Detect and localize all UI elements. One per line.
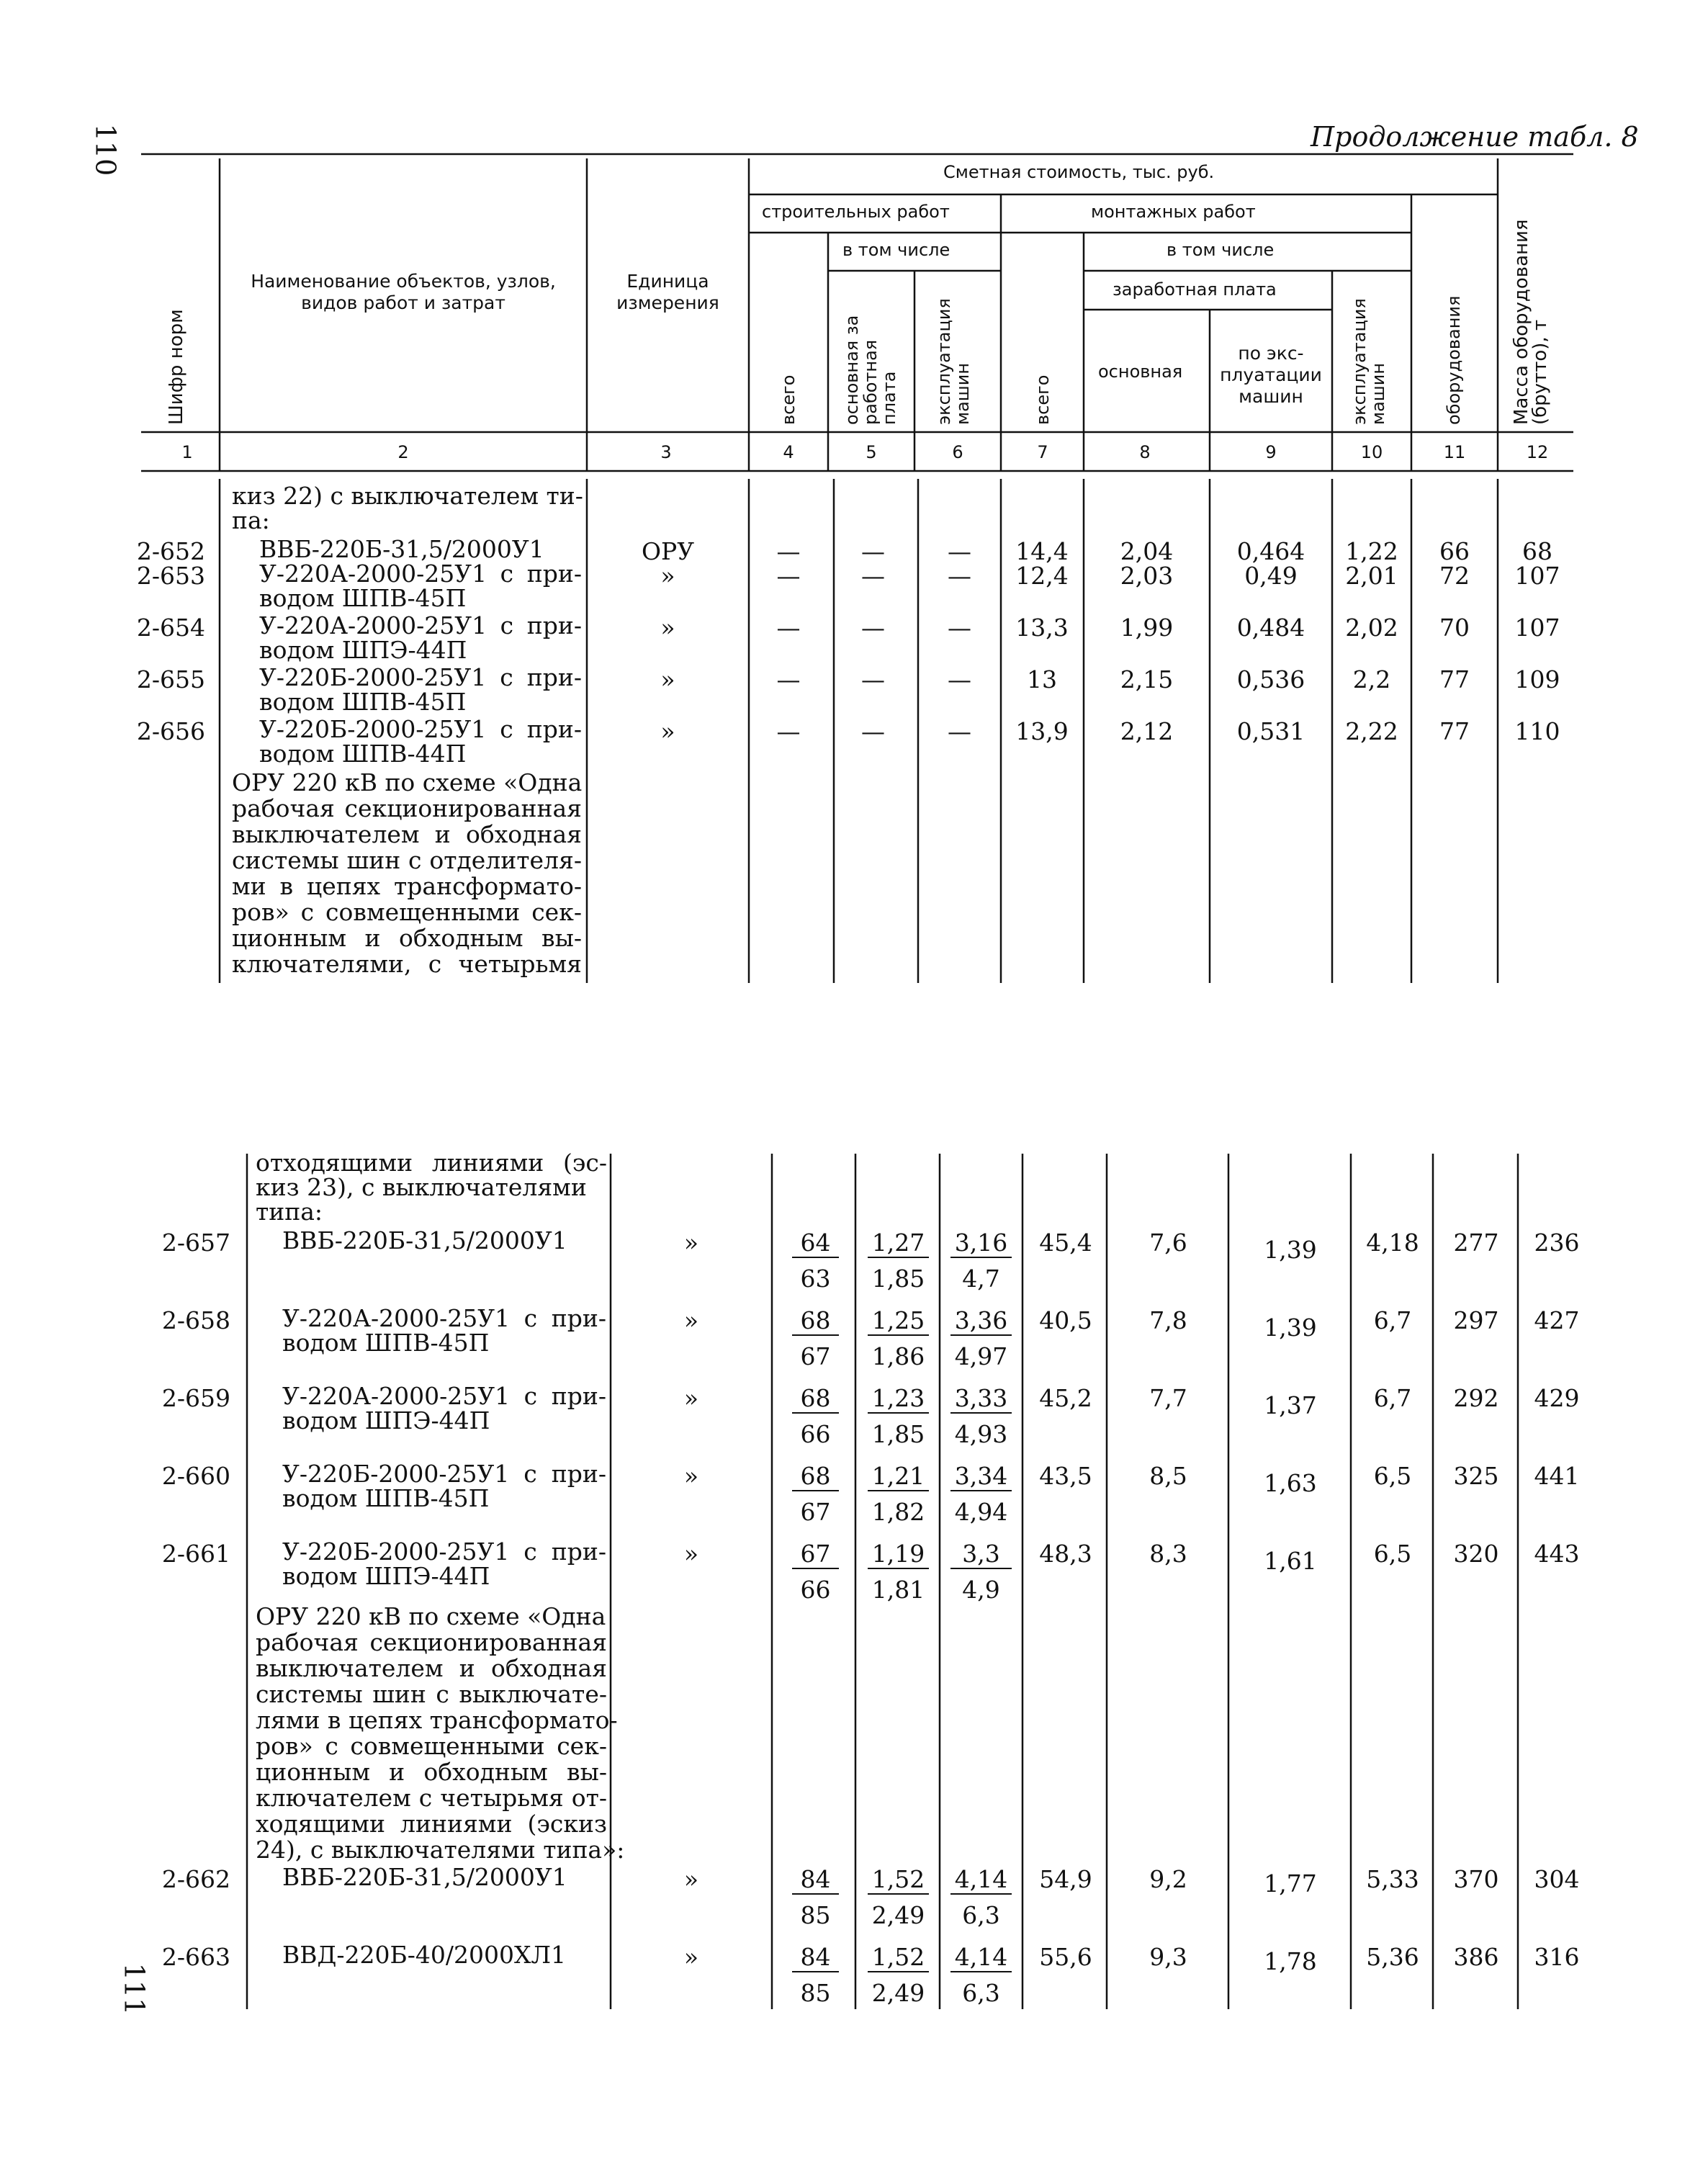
name-line: У-220Б-2000-25У1 с при- xyxy=(282,1537,606,1566)
s1-intro-line-2: па: xyxy=(232,506,270,534)
s2-mid-4: системы шин с выключате- xyxy=(256,1680,607,1708)
c11: 325 xyxy=(1453,1462,1499,1490)
code: 2-660 xyxy=(161,1462,230,1490)
c12: 316 xyxy=(1534,1943,1580,1971)
c7: 45,4 xyxy=(1039,1229,1092,1257)
code: 2-655 xyxy=(136,665,205,693)
c12: 429 xyxy=(1534,1384,1580,1412)
c4-bottom: 66 xyxy=(800,1576,831,1604)
c6-bottom: 4,7 xyxy=(962,1265,1000,1293)
s1-trail-1: ОРУ 220 кВ по схеме «Одна xyxy=(232,768,583,796)
unit: » xyxy=(660,614,675,642)
c5-bottom: 2,49 xyxy=(871,1901,925,1929)
c6-top: 3,16 xyxy=(950,1229,1012,1258)
s1-intro-line-1: киз 22) с выключателем ти- xyxy=(232,482,583,510)
c9: 0,531 xyxy=(1236,717,1305,745)
c9: 1,37 xyxy=(1264,1391,1317,1419)
c9: 1,39 xyxy=(1264,1314,1317,1342)
c7: 45,2 xyxy=(1039,1384,1092,1412)
c4-top: 64 xyxy=(792,1229,839,1258)
c10: 5,33 xyxy=(1366,1865,1419,1893)
col-num-1: 1 xyxy=(181,442,193,462)
c6: — xyxy=(948,614,971,642)
name-line: ВВБ-220Б-31,5/2000У1 xyxy=(282,1863,567,1891)
name-line: водом ШПЭ-44П xyxy=(259,636,467,664)
c4: — xyxy=(776,717,801,745)
code: 2-661 xyxy=(161,1540,230,1568)
c4-bottom: 66 xyxy=(800,1420,831,1448)
c8: 2,04 xyxy=(1120,537,1174,565)
c11: 72 xyxy=(1439,562,1470,590)
s2-intro-line-2: киз 23), с выключателями xyxy=(256,1173,587,1201)
c9: 1,63 xyxy=(1264,1469,1317,1497)
c5-bottom: 1,85 xyxy=(871,1265,925,1293)
s1-trail-8: ключателями, с четырьмя xyxy=(232,950,582,978)
c8: 2,03 xyxy=(1120,562,1174,590)
code: 2-654 xyxy=(136,614,205,642)
c12: 443 xyxy=(1534,1540,1580,1568)
name-line: водом ШПВ-45П xyxy=(259,584,467,612)
c12: 107 xyxy=(1514,614,1560,642)
code: 2-652 xyxy=(136,537,205,565)
name-line: ВВБ-220Б-31,5/2000У1 xyxy=(282,1226,567,1254)
name-line: ВВБ-220Б-31,5/2000У1 xyxy=(259,535,544,563)
c6-bottom: 6,3 xyxy=(962,1979,1000,2007)
c11: 320 xyxy=(1453,1540,1499,1568)
name-line: У-220А-2000-25У1 с при- xyxy=(282,1382,606,1410)
c11: 77 xyxy=(1439,717,1470,745)
c6-bottom: 4,97 xyxy=(954,1342,1008,1370)
c6: — xyxy=(948,537,971,565)
c5-top: 1,23 xyxy=(868,1384,929,1414)
wage-machine-header: по экс- плуатации машин xyxy=(1220,343,1322,407)
s1-trail-6: ров» с совмещенными сек- xyxy=(232,898,582,926)
col-num-5: 5 xyxy=(866,442,877,462)
c5-bottom: 1,86 xyxy=(871,1342,925,1370)
s2-intro-line-3: типа: xyxy=(256,1198,323,1226)
unit: » xyxy=(683,1462,699,1490)
name-line: водом ШПВ-45П xyxy=(259,688,467,716)
c6-bottom: 4,9 xyxy=(962,1576,1000,1604)
c8: 7,8 xyxy=(1149,1306,1187,1334)
c10: 4,18 xyxy=(1366,1229,1419,1257)
s1-trail-5: ми в цепях трансформато- xyxy=(232,872,582,900)
c9: 0,484 xyxy=(1236,614,1305,642)
c12: 441 xyxy=(1534,1462,1580,1490)
c6-top: 3,3 xyxy=(950,1540,1012,1569)
c12: 304 xyxy=(1534,1865,1580,1893)
c4-top: 68 xyxy=(792,1462,839,1491)
name-line: водом ШПЭ-44П xyxy=(282,1562,490,1590)
c9: 1,77 xyxy=(1264,1869,1317,1898)
c11: 386 xyxy=(1453,1943,1499,1971)
c4-top: 84 xyxy=(792,1865,839,1895)
c5-top: 1,52 xyxy=(868,1865,929,1895)
installation-header: монтажных работ xyxy=(1091,202,1256,222)
name-line: водом ШПВ-45П xyxy=(282,1329,490,1357)
code: 2-656 xyxy=(136,717,205,745)
c9: 1,39 xyxy=(1264,1236,1317,1264)
c5-top: 1,19 xyxy=(868,1540,929,1569)
total-header-2: всего xyxy=(1033,374,1053,425)
c6: — xyxy=(948,665,971,693)
c5: — xyxy=(861,614,885,642)
c10: 6,7 xyxy=(1373,1384,1412,1412)
c4: — xyxy=(776,614,801,642)
c4-bottom: 85 xyxy=(800,1901,831,1929)
s2-intro-line-1: отходящими линиями (эс- xyxy=(256,1149,607,1177)
c7: 54,9 xyxy=(1039,1865,1092,1893)
c11: 370 xyxy=(1453,1865,1499,1893)
c7: 40,5 xyxy=(1039,1306,1092,1334)
construction-header: строительных работ xyxy=(762,202,950,222)
c5: — xyxy=(861,717,885,745)
col-num-12: 12 xyxy=(1526,442,1549,462)
c10: 2,22 xyxy=(1345,717,1398,745)
table2-grid xyxy=(0,1123,1708,2031)
s2-mid-9: ходящими линиями (эскиз xyxy=(256,1810,607,1838)
c5: — xyxy=(861,537,885,565)
c5: — xyxy=(861,562,885,590)
name-header: Наименование объектов, узлов, видов работ и затрат xyxy=(251,271,556,313)
name-line: У-220Б-2000-25У1 с при- xyxy=(282,1460,606,1488)
c6-top: 3,36 xyxy=(950,1306,1012,1336)
c12: 68 xyxy=(1522,537,1552,565)
c12: 110 xyxy=(1514,717,1560,745)
c10: 6,5 xyxy=(1373,1462,1412,1490)
wage-header: заработная плата xyxy=(1113,279,1277,300)
c12: 236 xyxy=(1534,1229,1580,1257)
col-num-7: 7 xyxy=(1037,442,1048,462)
machine-op-header-2: эксплуатация машин xyxy=(1349,298,1388,425)
col-num-8: 8 xyxy=(1139,442,1151,462)
c10: 2,02 xyxy=(1345,614,1398,642)
code: 2-663 xyxy=(161,1943,230,1971)
code: 2-657 xyxy=(161,1229,230,1257)
s2-mid-8: ключателем с четырьмя от- xyxy=(256,1784,607,1812)
col-num-11: 11 xyxy=(1443,442,1466,462)
c8: 1,99 xyxy=(1120,614,1174,642)
name-line: ВВД-220Б-40/2000ХЛ1 xyxy=(282,1941,566,1969)
c5: — xyxy=(861,665,885,693)
name-line: водом ШПВ-45П xyxy=(282,1484,490,1512)
c10: 2,2 xyxy=(1352,665,1391,693)
c10: 6,7 xyxy=(1373,1306,1412,1334)
basic-wage-vheader: основная за работная плата xyxy=(842,315,899,425)
c7: 12,4 xyxy=(1015,562,1069,590)
name-line: У-220А-2000-25У1 с при- xyxy=(282,1304,606,1332)
c5-top: 1,25 xyxy=(868,1306,929,1336)
c7: 13,9 xyxy=(1015,717,1069,745)
c5-top: 1,27 xyxy=(868,1229,929,1258)
c4: — xyxy=(776,665,801,693)
c4-top: 68 xyxy=(792,1384,839,1414)
c11: 70 xyxy=(1439,614,1470,642)
machine-op-header-1: эксплуатация машин xyxy=(934,298,973,425)
c6-bottom: 4,93 xyxy=(954,1420,1008,1448)
c6-top: 4,14 xyxy=(950,1865,1012,1895)
c11: 66 xyxy=(1439,537,1470,565)
name-line: водом ШПВ-44П xyxy=(259,740,467,768)
c5-top: 1,21 xyxy=(868,1462,929,1491)
unit: ОРУ xyxy=(641,537,695,565)
s1-trail-4: системы шин с отделителя- xyxy=(232,846,582,874)
c8: 2,15 xyxy=(1120,665,1174,693)
unit: » xyxy=(660,717,675,745)
c12: 427 xyxy=(1534,1306,1580,1334)
c4-bottom: 67 xyxy=(800,1498,831,1526)
c6: — xyxy=(948,562,971,590)
c7: 14,4 xyxy=(1015,537,1069,565)
c4-bottom: 63 xyxy=(800,1265,831,1293)
c10: 5,36 xyxy=(1366,1943,1419,1971)
col-num-3: 3 xyxy=(660,442,672,462)
code: 2-659 xyxy=(161,1384,230,1412)
continuation-title: Продолжение табл. 8 xyxy=(1311,121,1639,153)
code: 2-653 xyxy=(136,562,205,590)
c4-top: 67 xyxy=(792,1540,839,1569)
c6: — xyxy=(948,717,971,745)
s2-mid-6: ров» с совмещенными сек- xyxy=(256,1732,607,1760)
unit-header: Единица измерения xyxy=(616,271,719,313)
s2-mid-2: рабочая секционированная xyxy=(256,1628,607,1656)
col-num-6: 6 xyxy=(952,442,963,462)
c5-bottom: 1,81 xyxy=(871,1576,925,1604)
c6-top: 3,33 xyxy=(950,1384,1012,1414)
c8: 7,6 xyxy=(1149,1229,1187,1257)
name-line: водом ШПЭ-44П xyxy=(282,1406,490,1435)
c7: 55,6 xyxy=(1039,1943,1092,1971)
c10: 2,01 xyxy=(1345,562,1398,590)
col-num-4: 4 xyxy=(783,442,794,462)
c7: 43,5 xyxy=(1039,1462,1092,1490)
cipher-header: Шифр норм xyxy=(166,309,187,425)
c4-bottom: 85 xyxy=(800,1979,831,2007)
c9: 0,49 xyxy=(1244,562,1298,590)
name-line: У-220А-2000-25У1 с при- xyxy=(259,611,582,639)
c12: 109 xyxy=(1514,665,1560,693)
c4: — xyxy=(776,562,801,590)
name-line: У-220А-2000-25У1 с при- xyxy=(259,560,582,588)
c4-top: 68 xyxy=(792,1306,839,1336)
c6-top: 4,14 xyxy=(950,1943,1012,1972)
unit: » xyxy=(660,665,675,693)
c8: 9,3 xyxy=(1149,1943,1187,1971)
col-num-10: 10 xyxy=(1360,442,1383,462)
c5-top: 1,52 xyxy=(868,1943,929,1972)
c8: 8,3 xyxy=(1149,1540,1187,1568)
s2-mid-5: лями в цепях трансформато- xyxy=(256,1706,618,1734)
unit: » xyxy=(683,1306,699,1334)
c11: 292 xyxy=(1453,1384,1499,1412)
s1-trail-7: ционным и обходным вы- xyxy=(232,924,582,952)
page-number-top: 110 xyxy=(89,123,122,176)
c7: 13 xyxy=(1027,665,1057,693)
c12: 107 xyxy=(1514,562,1560,590)
c8: 8,5 xyxy=(1149,1462,1187,1490)
unit: » xyxy=(683,1540,699,1568)
c4-bottom: 67 xyxy=(800,1342,831,1370)
page-number-bottom: 111 xyxy=(118,1962,150,2016)
name-line: У-220Б-2000-25У1 с при- xyxy=(259,663,582,691)
c11: 297 xyxy=(1453,1306,1499,1334)
code: 2-662 xyxy=(161,1865,230,1893)
s2-mid-3: выключателем и обходная xyxy=(256,1654,607,1682)
c10: 6,5 xyxy=(1373,1540,1412,1568)
code: 2-658 xyxy=(161,1306,230,1334)
c5-bottom: 2,49 xyxy=(871,1979,925,2007)
unit: » xyxy=(683,1229,699,1257)
c9: 1,78 xyxy=(1264,1947,1317,1975)
c5-bottom: 1,85 xyxy=(871,1420,925,1448)
c4: — xyxy=(776,537,801,565)
c7: 13,3 xyxy=(1015,614,1069,642)
c8: 2,12 xyxy=(1120,717,1174,745)
col-num-2: 2 xyxy=(397,442,409,462)
s2-mid-10: 24), с выключателями типа»: xyxy=(256,1836,625,1864)
s1-trail-3: выключателем и обходная xyxy=(232,820,582,848)
c7: 48,3 xyxy=(1039,1540,1092,1568)
basic-wage-header: основная xyxy=(1098,362,1183,382)
c8: 7,7 xyxy=(1149,1384,1187,1412)
unit: » xyxy=(683,1384,699,1412)
construction-incl-header: в том числе xyxy=(842,240,950,260)
c11: 77 xyxy=(1439,665,1470,693)
c9: 0,464 xyxy=(1236,537,1305,565)
c9: 0,536 xyxy=(1236,665,1305,693)
c5-bottom: 1,82 xyxy=(871,1498,925,1526)
s2-mid-7: ционным и обходным вы- xyxy=(256,1758,607,1786)
unit: » xyxy=(683,1943,699,1971)
c11: 277 xyxy=(1453,1229,1499,1257)
unit: » xyxy=(683,1865,699,1893)
total-header-1: всего xyxy=(778,374,799,425)
c8: 9,2 xyxy=(1149,1865,1187,1893)
c6-top: 3,34 xyxy=(950,1462,1012,1491)
c9: 1,61 xyxy=(1264,1547,1317,1575)
c10: 1,22 xyxy=(1345,537,1398,565)
col-num-9: 9 xyxy=(1265,442,1277,462)
s1-trail-2: рабочая секционированная xyxy=(232,794,582,822)
c6-bottom: 4,94 xyxy=(954,1498,1008,1526)
c6-bottom: 6,3 xyxy=(962,1901,1000,1929)
estimate-header: Сметная стоимость, тыс. руб. xyxy=(943,162,1215,182)
equipment-header: оборудования xyxy=(1444,295,1464,425)
unit: » xyxy=(660,562,675,590)
mass-header: Масса оборудования (брутто), т xyxy=(1511,219,1551,425)
installation-incl-header: в том числе xyxy=(1167,240,1275,260)
s2-mid-1: ОРУ 220 кВ по схеме «Одна xyxy=(256,1602,606,1630)
name-line: У-220Б-2000-25У1 с при- xyxy=(259,715,582,743)
c4-top: 84 xyxy=(792,1943,839,1972)
